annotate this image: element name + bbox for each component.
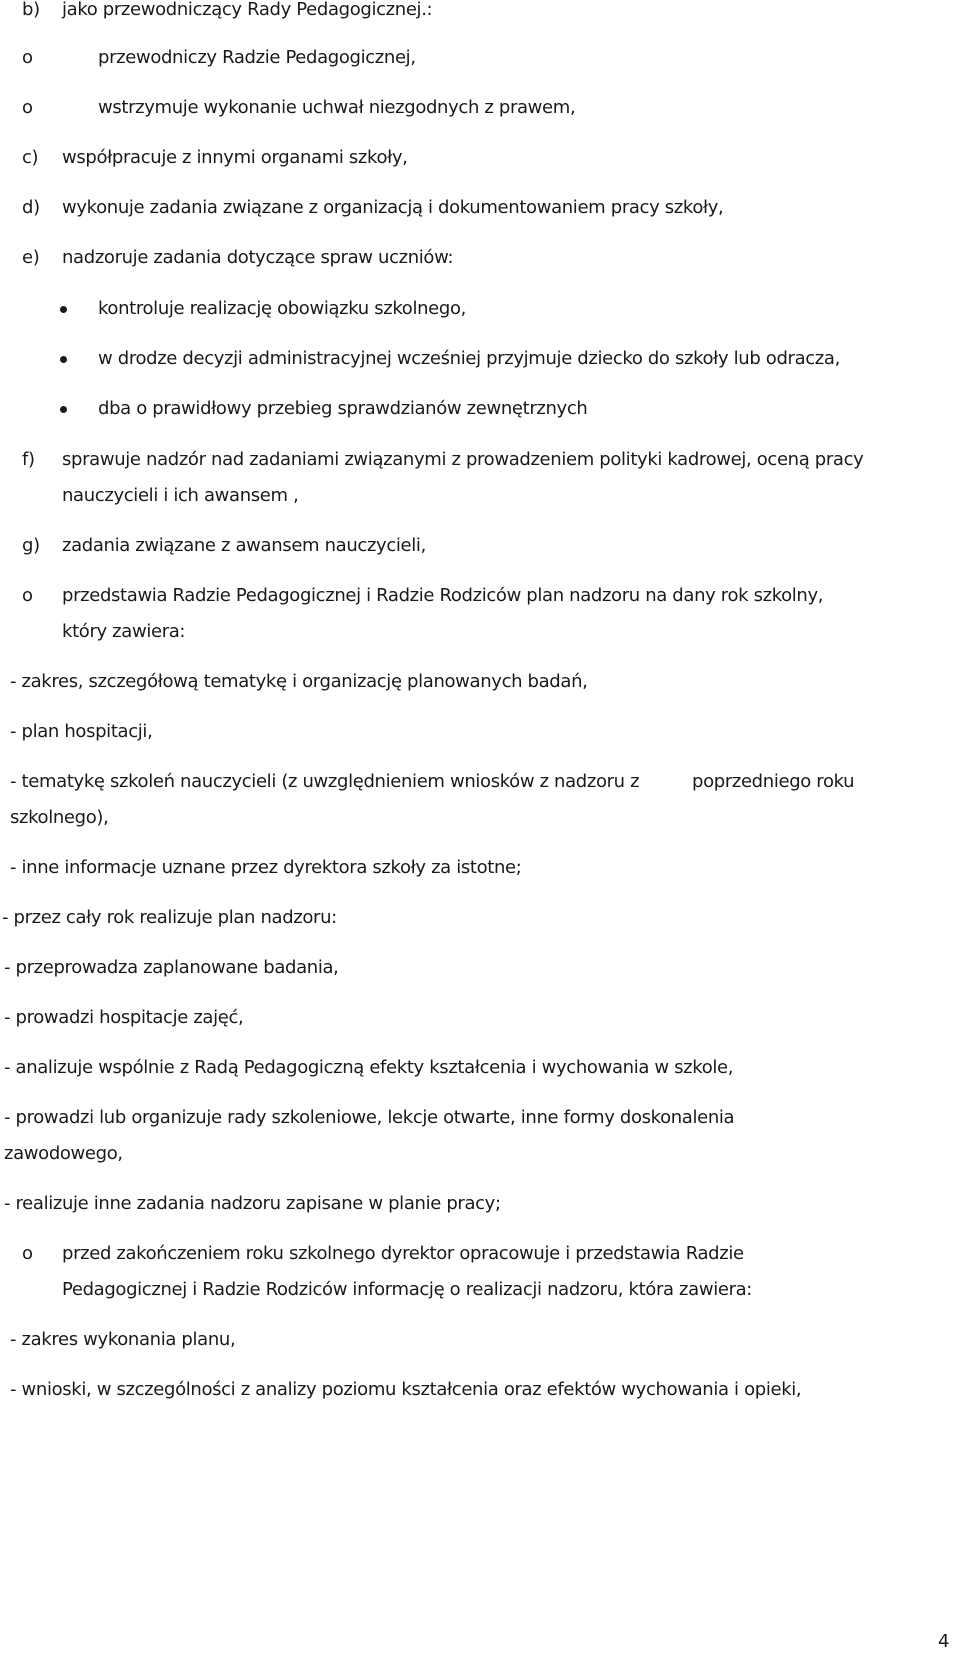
item-text: sprawuje nadzór nad zadaniami związanymi z prowadzeniem polityki kadrowej, oceną pracy [62,449,864,470]
item-text: nadzoruje zadania dotyczące spraw uczniów: [62,247,454,268]
item-o1-continuation: który zawiera: [62,621,186,642]
item-marker: o [22,47,33,68]
item-text: w drodze decyzji administracyjnej wcześniej przyjmuje dziecko do szkoły lub odracza, [98,348,840,369]
bullet-icon [60,406,67,413]
item-marker: o [22,585,33,606]
dash-item-p2: - przeprowadza zaplanowane badania, [4,957,339,978]
item-marker: e) [22,247,40,268]
item-text: zadania związane z awansem nauczycieli, [62,535,426,556]
dash-item-d1: - zakres, szczegółową tematykę i organizację planowanych badań, [10,671,588,692]
page-number: 4 [938,1631,950,1652]
item-marker: g) [22,535,40,556]
item-text: przewodniczy Radzie Pedagogicznej, [98,47,416,68]
item-f-continuation: nauczycieli i ich awansem , [62,485,299,506]
item-text: współpracuje z innymi organami szkoły, [62,147,408,168]
dash-item-p4: - analizuje wspólnie z Radą Pedagogiczną efekty kształcenia i wychowania w szkole, [4,1057,734,1078]
dash-item-d4: - inne informacje uznane przez dyrektora szkoły za istotne; [10,857,522,878]
item-text: dba o prawidłowy przebieg sprawdzianów zewnętrznych [98,398,588,419]
item-marker: f) [22,449,35,470]
item-marker: d) [22,197,40,218]
item-marker: o [22,97,33,118]
item-marker: c) [22,147,39,168]
item-text: kontroluje realizację obowiązku szkolnego, [98,298,466,319]
dash-item-d3-tail: poprzedniego roku [692,771,855,792]
item-text: wykonuje zadania związane z organizacją i dokumentowaniem pracy szkoły, [62,197,724,218]
item-text: jako przewodniczący Rady Pedagogicznej.: [62,0,433,20]
dash-item-p5-continuation: zawodowego, [4,1143,123,1164]
dash-item-r1: - zakres wykonania planu, [10,1329,236,1350]
dash-item-d3-continuation: szkolnego), [10,807,109,828]
dash-item-d3: - tematykę szkoleń nauczycieli (z uwzględnieniem wniosków z nadzoru z [10,771,640,792]
bullet-icon [60,356,67,363]
dash-item-d2: - plan hospitacji, [10,721,153,742]
dash-item-p6: - realizuje inne zadania nadzoru zapisane w planie pracy; [4,1193,501,1214]
item-text: przed zakończeniem roku szkolnego dyrektor opracowuje i przedstawia Radzie [62,1243,744,1264]
dash-item-r2: - wnioski, w szczególności z analizy poziomu kształcenia oraz efektów wychowania i opieki, [10,1379,802,1400]
item-marker: o [22,1243,33,1264]
dash-item-p5: - prowadzi lub organizuje rady szkoleniowe, lekcje otwarte, inne formy doskonalenia [4,1107,735,1128]
dash-item-p1: - przez cały rok realizuje plan nadzoru: [2,907,337,928]
dash-item-p3: - prowadzi hospitacje zajęć, [4,1007,244,1028]
bullet-icon [60,306,67,313]
item-o2-continuation: Pedagogicznej i Radzie Rodziców informację o realizacji nadzoru, która zawiera: [62,1279,753,1300]
item-text: wstrzymuje wykonanie uchwał niezgodnych z prawem, [98,97,576,118]
item-text: przedstawia Radzie Pedagogicznej i Radzie Rodziców plan nadzoru na dany rok szkolny, [62,585,824,606]
item-marker: b) [22,0,40,20]
